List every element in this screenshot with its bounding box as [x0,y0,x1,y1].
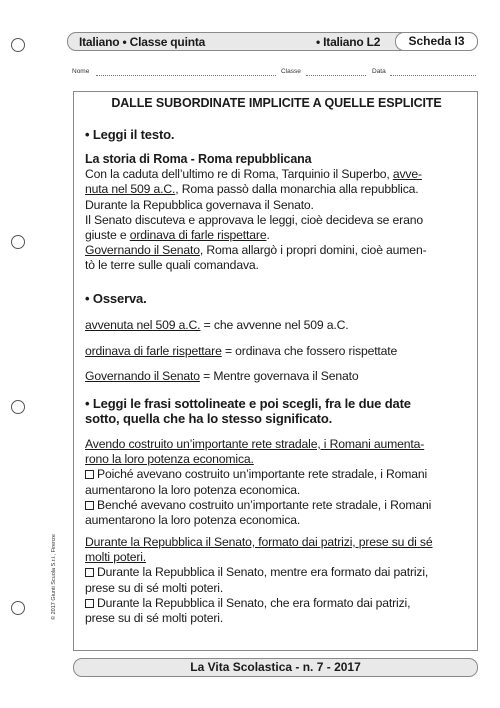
student-info-row [72,68,477,80]
punch-hole [11,38,25,52]
name-label: Nome [72,68,90,75]
copyright-credit: © 2017 Giunti Scuola S.r.l., Firenze [51,534,57,620]
text-line: Governando il Senato, Roma allargò i propri domini, cioè aumen- [85,243,427,258]
section-choose-heading: • Leggi le frasi sottolineate e poi scegli, fra le due date sotto, quella che ha lo stesso significato. [85,396,411,427]
class-field[interactable] [306,75,366,76]
reading-text [85,152,467,274]
question-sentence: Durante la Repubblica il Senato, formato dai patrizi, prese su di sé [85,535,433,549]
text-line: nuta nel 509 a.C., Roma passò dalla monarchia alla repubblica. [85,182,419,197]
punch-hole [11,400,25,414]
question-sentence: Avendo costruito un’importante rete stradale, i Romani aumenta- [85,437,425,451]
date-field[interactable] [390,75,476,76]
subject-class-label: Italiano • Classe quinta [79,35,206,49]
name-field[interactable] [96,75,276,76]
checkbox[interactable] [85,501,94,510]
checkbox[interactable] [85,470,94,479]
text-line: Il Senato discuteva e approvava le leggi, cioè decideva se erano [85,212,423,227]
question-sentence: rono la loro potenza economica. [85,452,254,467]
header-bar [67,32,478,51]
worksheet-code: Scheda I3 [395,32,478,51]
date-label: Data [372,68,386,75]
text-line: giuste e ordinava di farle rispettare. [85,228,270,243]
section-observe-heading: • Osserva. [85,291,147,306]
checkbox[interactable] [85,568,94,577]
observe-row: ordinava di farle rispettare = ordinava che fossero rispettate [85,344,398,358]
checkbox[interactable] [85,599,94,608]
question-2: Durante la Repubblica il Senato, formato dai patrizi, prese su di sé molti poteri. Durante la Repubblica il Senato, mentre era formato dai patrizi, prese su di sé molti poteri. Durante la Repubblica il Senato, che era formato dai patrizi, prese su di sé molti poteri. [85,535,467,626]
observe-row: Governando il Senato = Mentre governava il Senato [85,369,359,383]
option-2: Benché avevano costruito un’importante rete stradale, i Romani [85,498,467,513]
footer-publication: La Vita Scolastica - n. 7 - 2017 [73,658,478,677]
text-line: Con la caduta dell’ultimo re di Roma, Tarquinio il Superbo, avve- [85,167,422,182]
section-read-heading: • Leggi il testo. [85,127,175,142]
text-line: tò le terre sulle quali comandava. [85,258,259,273]
text-line: Durante la Repubblica governava il Senato. [85,197,314,212]
observe-row: avvenuta nel 509 a.C. = che avvenne nel 509 a.C. [85,318,349,332]
punch-hole [11,235,25,249]
worksheet-title: DALLE SUBORDINATE IMPLICITE A QUELLE ESPLICITE [111,96,442,110]
option-2: Durante la Repubblica il Senato, che era formato dai patrizi, [85,596,467,611]
subject-level-label: • Italiano L2 [316,35,381,49]
option-1: Poiché avevano costruito un’importante rete stradale, i Romani [85,467,467,482]
story-title: La storia di Roma - Roma repubblicana [85,152,312,166]
class-label: Classe [281,68,301,75]
option-1: Durante la Repubblica il Senato, mentre era formato dai patrizi, [85,565,467,580]
punch-hole [11,601,25,615]
worksheet-content [73,91,478,651]
question-sentence: molti poteri. [85,550,147,565]
question-1: Avendo costruito un’importante rete stradale, i Romani aumenta- rono la loro potenza economica. Poiché avevano costruito un’importante rete stradale, i Romani aumentarono la loro potenza economica. Benché avevano costruito un’importante rete stradale, i Romani aumentarono la loro potenza economica. [85,437,467,528]
